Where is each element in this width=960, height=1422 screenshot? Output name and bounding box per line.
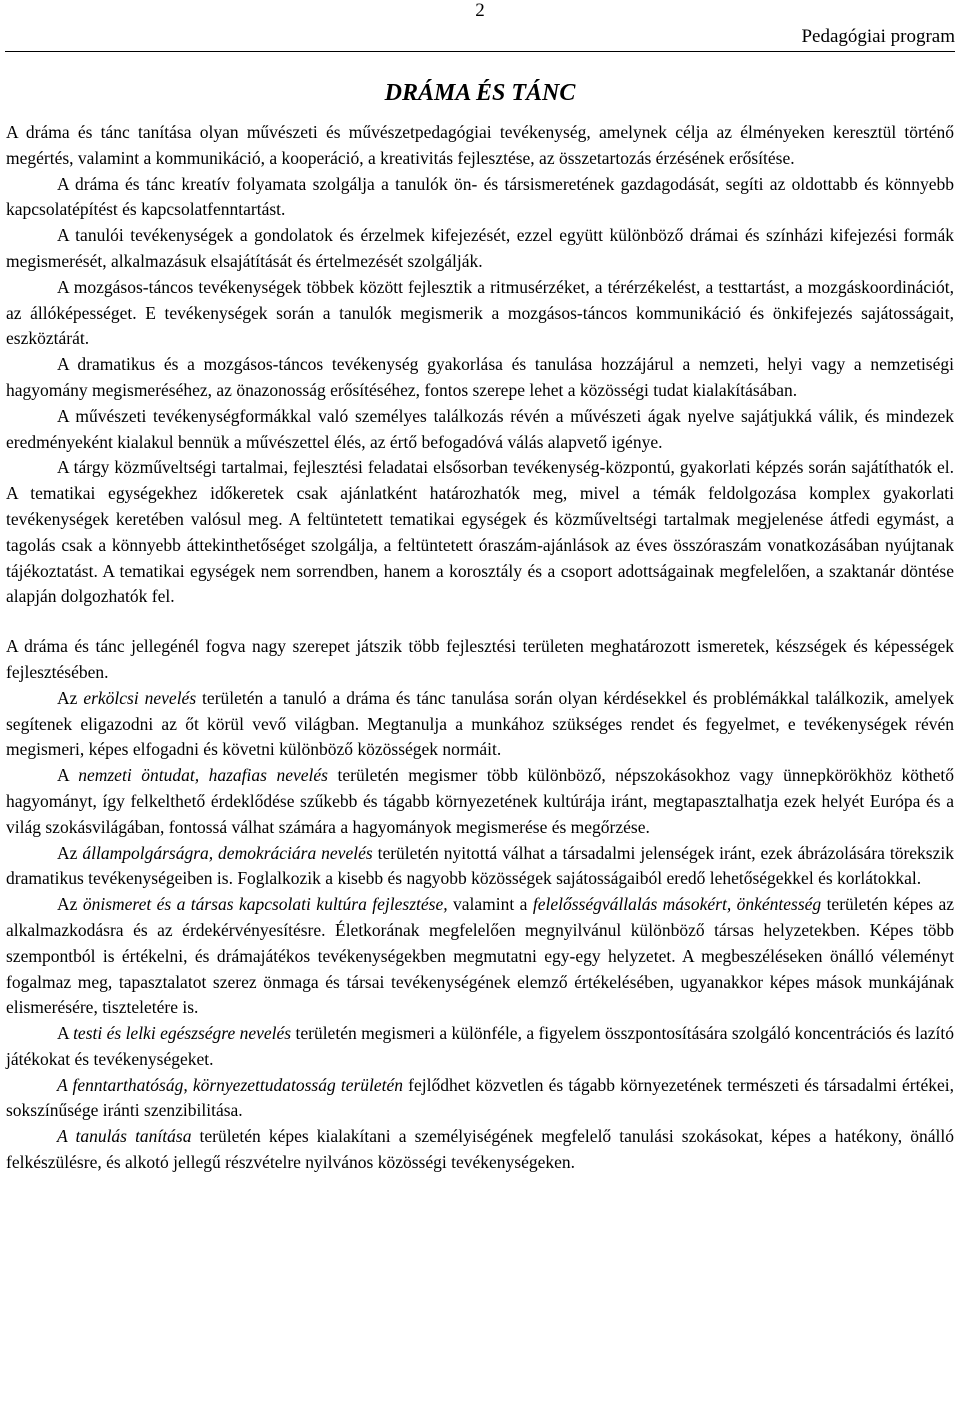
emphasized-term: A tanulás tanítása	[57, 1126, 192, 1147]
text-run: területén képes kialakítani a személyiségének megfelelő tanulási szokásokat, képes a hatékony, önálló felkészülésre, és alkotó jellegű részvételre nyilvános közösségi tevékenységeken.	[6, 1126, 954, 1173]
emphasized-term: nemzeti öntudat, hazafias nevelés	[78, 765, 328, 786]
running-header: Pedagógiai program	[801, 26, 955, 47]
health-education-paragraph	[6, 1021, 954, 1073]
text-run: Az	[57, 842, 83, 863]
text-run: fejlődhet közvetlen és tágabb környezetének természeti és társadalmi értékei, sokszínűsége iránti szenzibilitása.	[6, 1074, 955, 1121]
intro-paragraph-5: A dramatikus és a mozgásos-táncos tevékenység gyakorlása és tanulása hozzájárul a nemzeti, helyi vagy a nemzetiségi hagyomány megismeréséhez, az önazonosság erősítéséhez, fontos szerepe lehet a közösségi tudat kialakításában.	[6, 354, 954, 400]
document-title: DRÁMA ÉS TÁNC	[384, 80, 576, 106]
text-run: területén képes az alkalmazkodásra és az érdekérvényesítésre. Életkorának megfelelően megnyilvánul különböző társas helyzetekben. Képes több szempontból is értékelni, és drámajátékos tevékenységekben megmutatni egy-egy helyzetet. A megbeszéléseken önálló véleményt fogalmaz meg, tapasztalatot szerez önmaga és társai tevékenységének elemző értékelésében, ugyanakkor képes mások munkájának elismerésére, tiszteletére is.	[6, 894, 954, 1018]
intro-paragraph-3: A tanulói tevékenységek a gondolatok és érzelmek kifejezését, ezzel együtt különböző drámai és színházi kifejezési formák megismerését, alkalmazásuk elsajátítását és értelmezését szolgálják.	[6, 225, 954, 271]
intro-paragraph-2: A dráma és tánc kreatív folyamata szolgálja a tanulók ön- és társismeretének gazdagodását, segíti az oldottabb és könnyebb kapcsolatépítést és kapcsolatfenntartást.	[6, 173, 954, 220]
text-run: területén megismeri a különféle, a figyelem összpontosítására szolgáló koncentrációs és lazító játékokat és tevékenységeket.	[6, 1023, 954, 1069]
self-knowledge-paragraph	[6, 892, 954, 1021]
sustainability-paragraph	[6, 1073, 954, 1125]
learning-to-learn-paragraph	[6, 1124, 954, 1176]
moral-education-paragraph	[6, 686, 954, 763]
text-run: A	[57, 765, 79, 786]
emphasized-term: felelősségvállalás másokért, önkéntesség	[532, 894, 822, 915]
intro-paragraph-1: A dráma és tánc tanítása olyan művészeti és művészetpedagógiai tevékenység, amelynek célja az élményeken keresztül történő megértés, valamint a kommunikáció, a kooperáció, a kreativitás fejlesztése, az összetartozás érzésének erősítése.	[6, 122, 954, 168]
intro-paragraph-6: A művészeti tevékenységformákkal való személyes találkozás révén a művészeti ágak nyelve sajátjukká válik, és mindezek eredményeként kialakul bennük a művészettel élés, az értő befogadóvá válás alapvető igénye.	[6, 405, 954, 452]
emphasized-term: önismeret és a társas kapcsolati kultúra fejlesztése,	[82, 894, 448, 915]
text-run: területén a tanuló a dráma és tánc tanulása során olyan kérdésekkel és problémákkal találkozik, amelyek segítenek eligazodni az őt körül vevő világban. Megtanulja a munkához szükséges rendet és fegyelmet, e tevékenységek révén megismeri, képes elfogadni és követni különböző közösségek normáit.	[6, 687, 955, 760]
emphasized-term: A fenntarthatóság, környezettudatosság területén	[57, 1074, 404, 1095]
civic-education-paragraph	[6, 841, 954, 893]
page-number: 2	[475, 0, 485, 21]
text-run: Az	[57, 687, 84, 708]
development-areas-lead: A dráma és tánc jellegénél fogva nagy szerepet játszik több fejlesztési területen meghatározott ismeretek, készségek és képességek fejlesztésében.	[6, 636, 954, 682]
national-identity-paragraph	[6, 763, 954, 840]
document-body	[6, 120, 954, 1176]
text-run: területén megismer több különböző, népszokásokhoz vagy ünnepkörökhöz köthető hagyományt, így felkelthető érdeklődése szűkebb és tágabb környezetének kultúrája iránt, megtapasztalhatja ezek helyét Európa és a világ szokásvilágában, fontossá válhat számára a hagyományok megismerése és megőrzése.	[6, 765, 954, 837]
intro-paragraph-4: A mozgásos-táncos tevékenységek többek között fejlesztik a ritmusérzéket, a térérzékelést, a testtartást, a mozgáskoordinációt, az állóképességet. E tevékenységek során a tanulók megismerik a mozgásos-táncos kommunikáció és önkifejezés sajátosságait, eszköztárát.	[6, 276, 954, 349]
emphasized-term: erkölcsi nevelés	[83, 687, 197, 708]
emphasized-term: állampolgárságra, demokráciára nevelés	[82, 842, 373, 863]
header-rule	[5, 51, 955, 52]
intro-paragraph-7: A tárgy közműveltségi tartalmai, fejlesztési feladatai elsősorban tevékenység-központú, gyakorlati képzés során sajátíthatók el. A tematikai egységekhez időkeretek csak ajánlatként határozhatók meg, mivel a témák feldolgozása komplex gyakorlati tevékenységek keretében valósul meg. A feltüntetett tematikai egységek és közműveltségi tartalmak megjelenése átfedi egymást, a tagolás csak a könnyebb áttekinthetőséget szolgálja, a feltüntetett óraszám-ajánlások az éves összóraszám vonatkozásában nyújtanak tájékoztatást. A tematikai egységek nem sorrendben, hanem a korosztály és a csoport adottságainak megfelelően, a szaktanár döntése alapján dolgozhatók fel.	[6, 457, 954, 607]
text-run: A	[57, 1023, 74, 1044]
text-run: Az	[57, 894, 83, 915]
text-run: valamint a	[447, 894, 533, 915]
emphasized-term: testi és lelki egészségre nevelés	[73, 1023, 292, 1044]
text-run: területén nyitottá válhat a társadalmi jelenségek iránt, ezek ábrázolására törekszik dramatikus tevékenységeiben is. Foglalkozik a kisebb és nagyobb közösségek sajátosságaiból eredő lehetőségekkel és korlátokkal.	[6, 842, 954, 889]
